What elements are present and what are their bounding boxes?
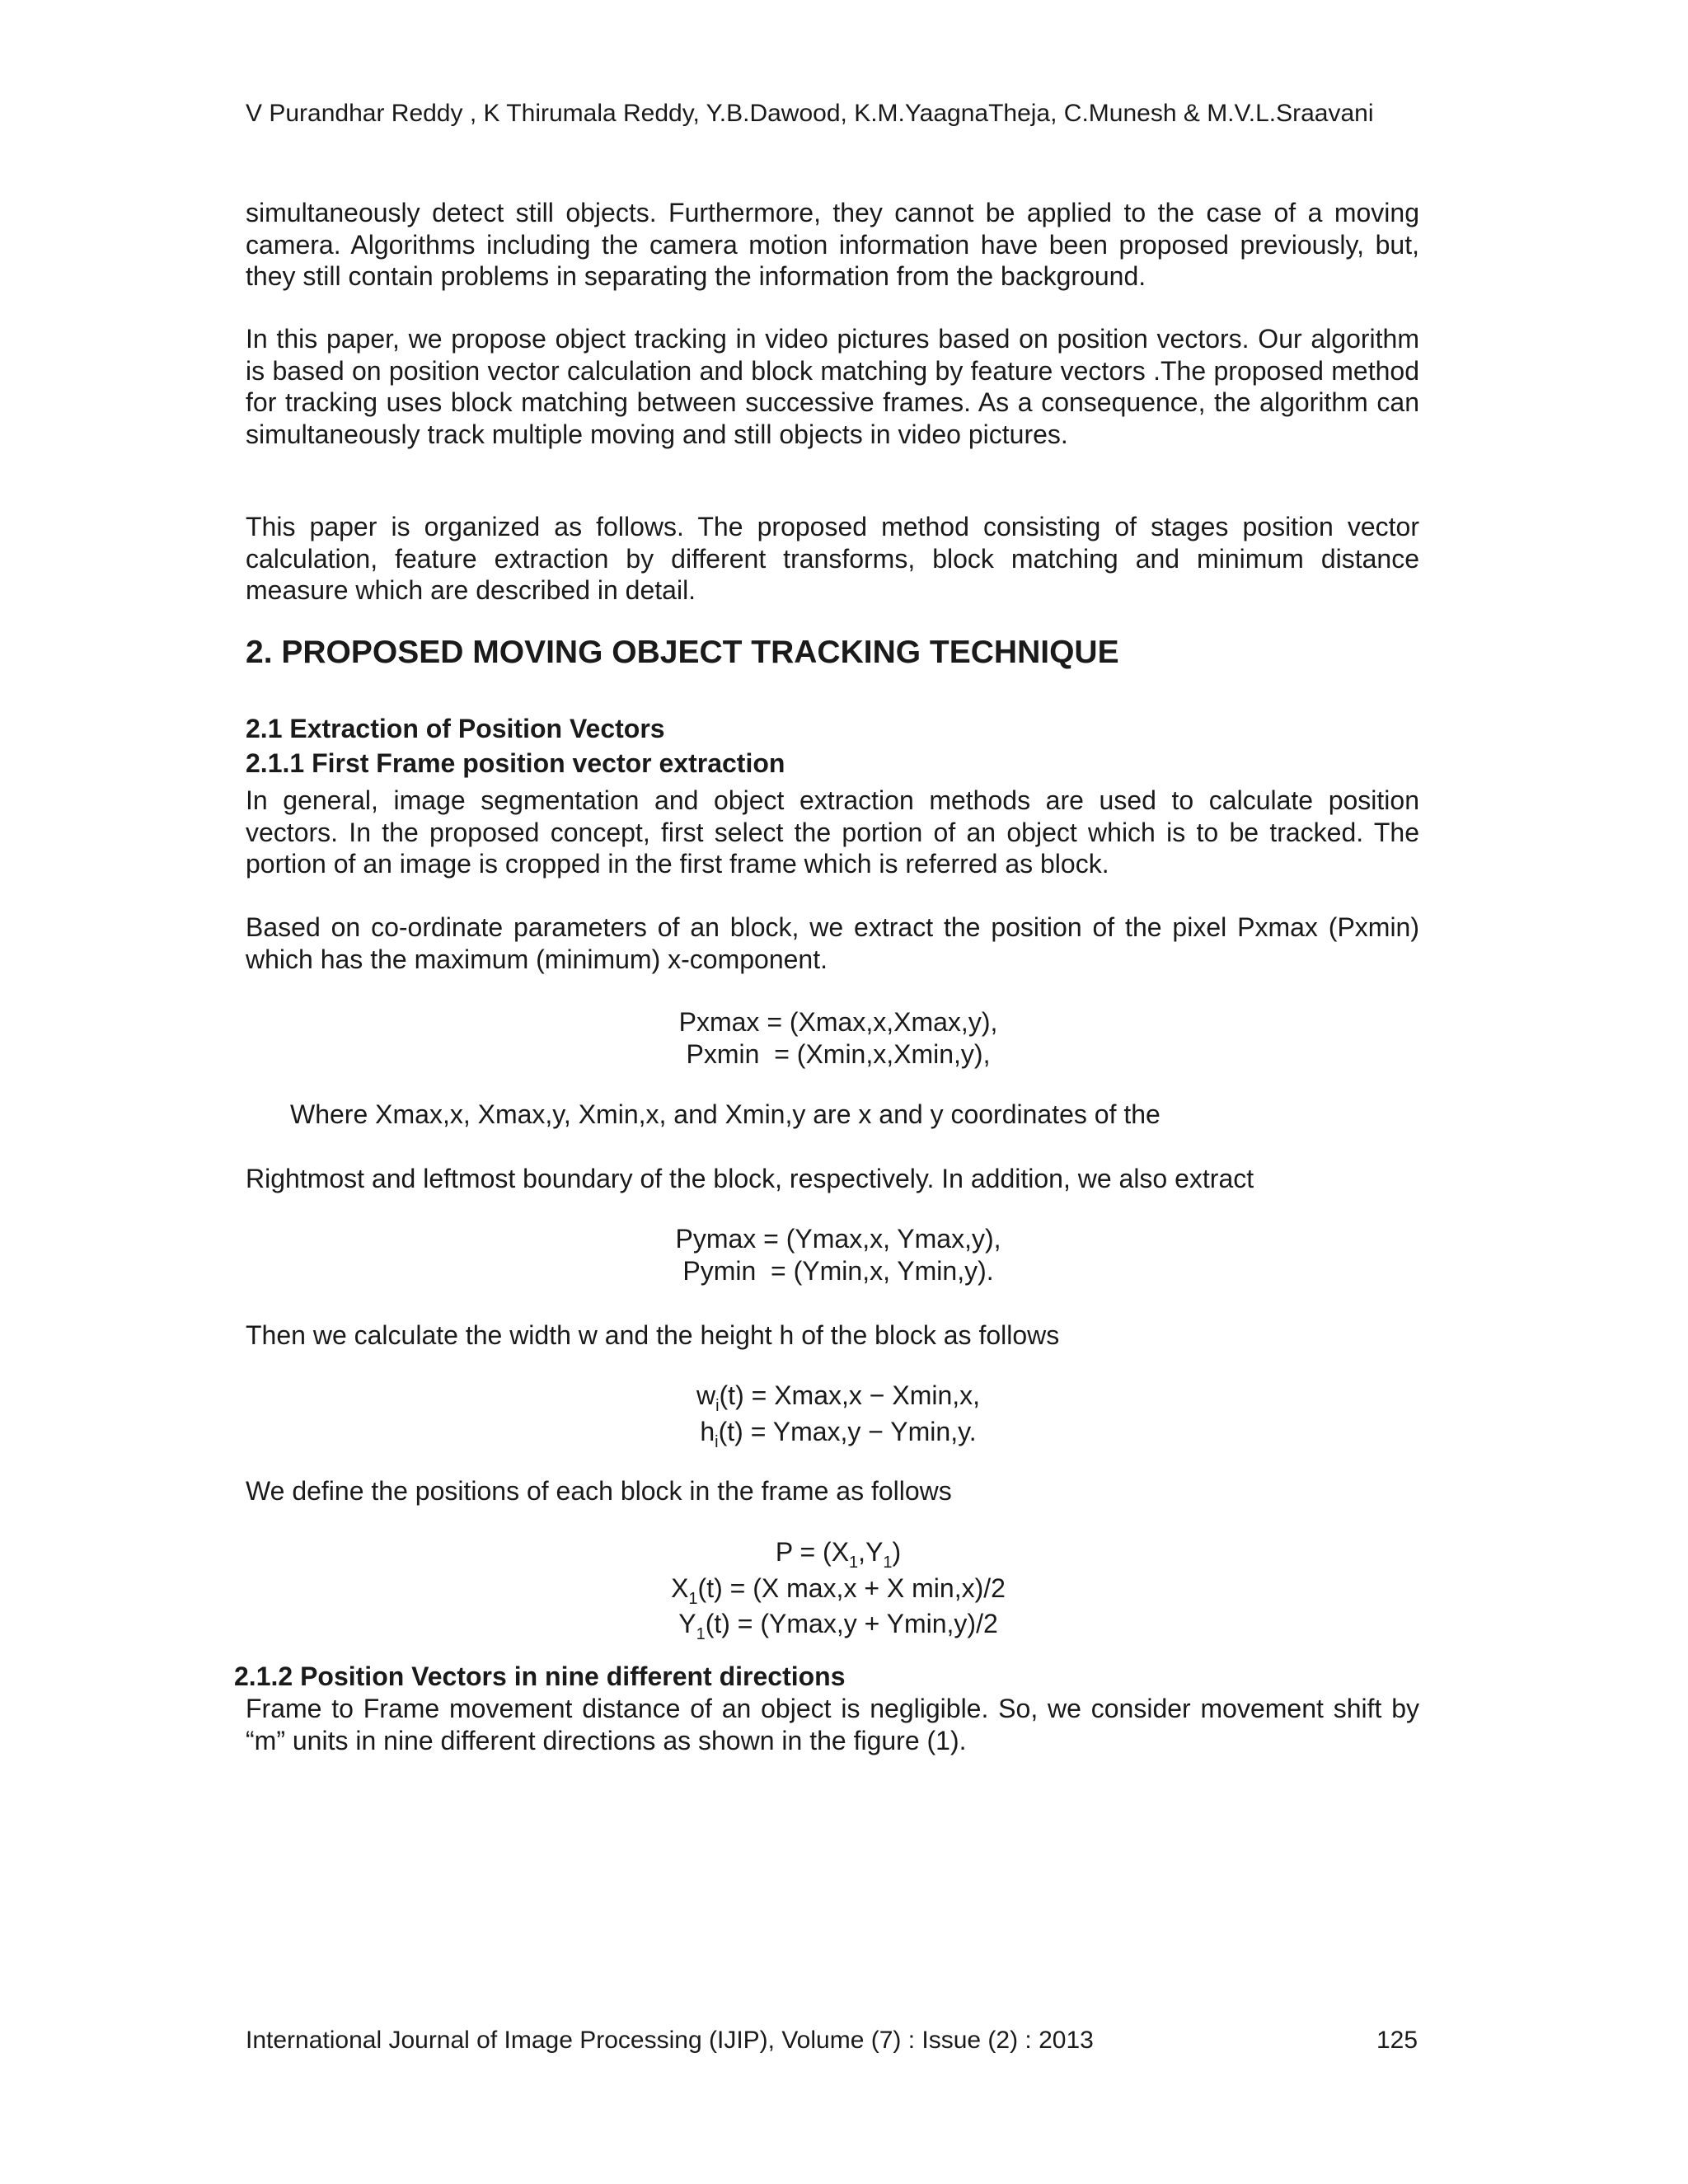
paragraph-intro-continuation: simultaneously detect still objects. Furthermore, they cannot be applied to the case of a moving camera. Algorithms including the camera motion information have been proposed previously, but, they still contain problems in separating the information from the background. xyxy=(246,198,1419,292)
subsection-heading-2-1: 2.1 Extraction of Position Vectors xyxy=(246,714,665,743)
equation-positions xyxy=(577,1536,1100,1644)
equation-height: $h_i(t) = Ymax,y - Ymin,y$. xyxy=(700,1416,977,1451)
where-coordinates-line: Where Xmax,x, Xmax,y, Xmin,x, and Xmin,y are x and y coordinates of the xyxy=(290,1099,1160,1129)
equation-y1: $Y_1(t) = (Ymax,y + Ymin,y)/2$ xyxy=(678,1609,998,1644)
equation-pxmin: Pxmin = (Xmin,x,Xmin,y), xyxy=(686,1038,991,1069)
equation-pymin: Pymin = (Ymin,x, Ymin,y). xyxy=(682,1255,994,1286)
positions-define-line: We define the positions of each block in the frame as follows xyxy=(246,1476,952,1506)
subsection-heading-2-1-1: 2.1.1 First Frame position vector extraction xyxy=(246,748,785,778)
running-header-authors: V Purandhar Reddy , K Thirumala Reddy, Y.B.Dawood, K.M.YaagnaTheja, C.Munesh & M.V.L.Sraavani xyxy=(246,100,1374,127)
equation-pymax: Pymax = (Ymax,x, Ymax,y), xyxy=(675,1224,1001,1254)
equation-x1: $X_1(t) = (X$ max,x + X min,x)/2 xyxy=(671,1572,1006,1608)
equation-pxmax-pxmin xyxy=(577,1006,1100,1070)
paragraph-organization: This paper is organized as follows. The proposed method consisting of stages position vector calculation, feature extraction by different transforms, block matching and minimum distance measure which are described in detail. xyxy=(246,512,1419,606)
equation-width: $w_i(t) = Xmax,x - Xmin,x$, xyxy=(696,1380,981,1415)
equation-pxmax: Pxmax = (Xmax,x,Xmax,y), xyxy=(678,1007,998,1037)
paragraph-first-frame: In general, image segmentation and object extraction methods are used to calculate position vectors. In the proposed concept, first select the portion of an object which is to be tracked. The portion of an image is cropped in the first frame which is referred as block. xyxy=(246,785,1419,879)
footer-page-number: 125 xyxy=(1376,2027,1418,2054)
equation-width-height xyxy=(577,1380,1100,1451)
footer-journal: International Journal of Image Processing (IJIP), Volume (7) : Issue (2) : 2013 xyxy=(246,2027,1094,2054)
paragraph-proposal: In this paper, we propose object tracking in video pictures based on position vectors. Our algorithm is based on position vector calculation and block matching by feature vectors .The proposed method for tracking uses block matching between successive frames. As a consequence, the algorithm can simultaneously track multiple moving and still objects in video pictures. xyxy=(246,324,1419,449)
section-heading-2: 2. PROPOSED MOVING OBJECT TRACKING TECHNIQUE xyxy=(246,635,1119,670)
equation-pymax-pymin xyxy=(577,1223,1100,1286)
paragraph-coordinate-parameters: Based on co-ordinate parameters of an block, we extract the position of the pixel Pxmax (Pxmin) which has the maximum (minimum) x-component. xyxy=(246,912,1419,974)
equation-p: $P = (X_1,Y_1)$ xyxy=(775,1537,902,1572)
subsection-heading-2-1-2: 2.1.2 Position Vectors in nine different directions xyxy=(234,1661,846,1691)
rightmost-leftmost-line: Rightmost and leftmost boundary of the block, respectively. In addition, we also extract xyxy=(246,1164,1254,1193)
width-height-line: Then we calculate the width w and the height h of the block as follows xyxy=(246,1320,1060,1350)
paragraph-nine-directions: Frame to Frame movement distance of an object is negligible. So, we consider movement shift by “m” units in nine different directions as shown in the figure (1). xyxy=(246,1694,1419,1755)
